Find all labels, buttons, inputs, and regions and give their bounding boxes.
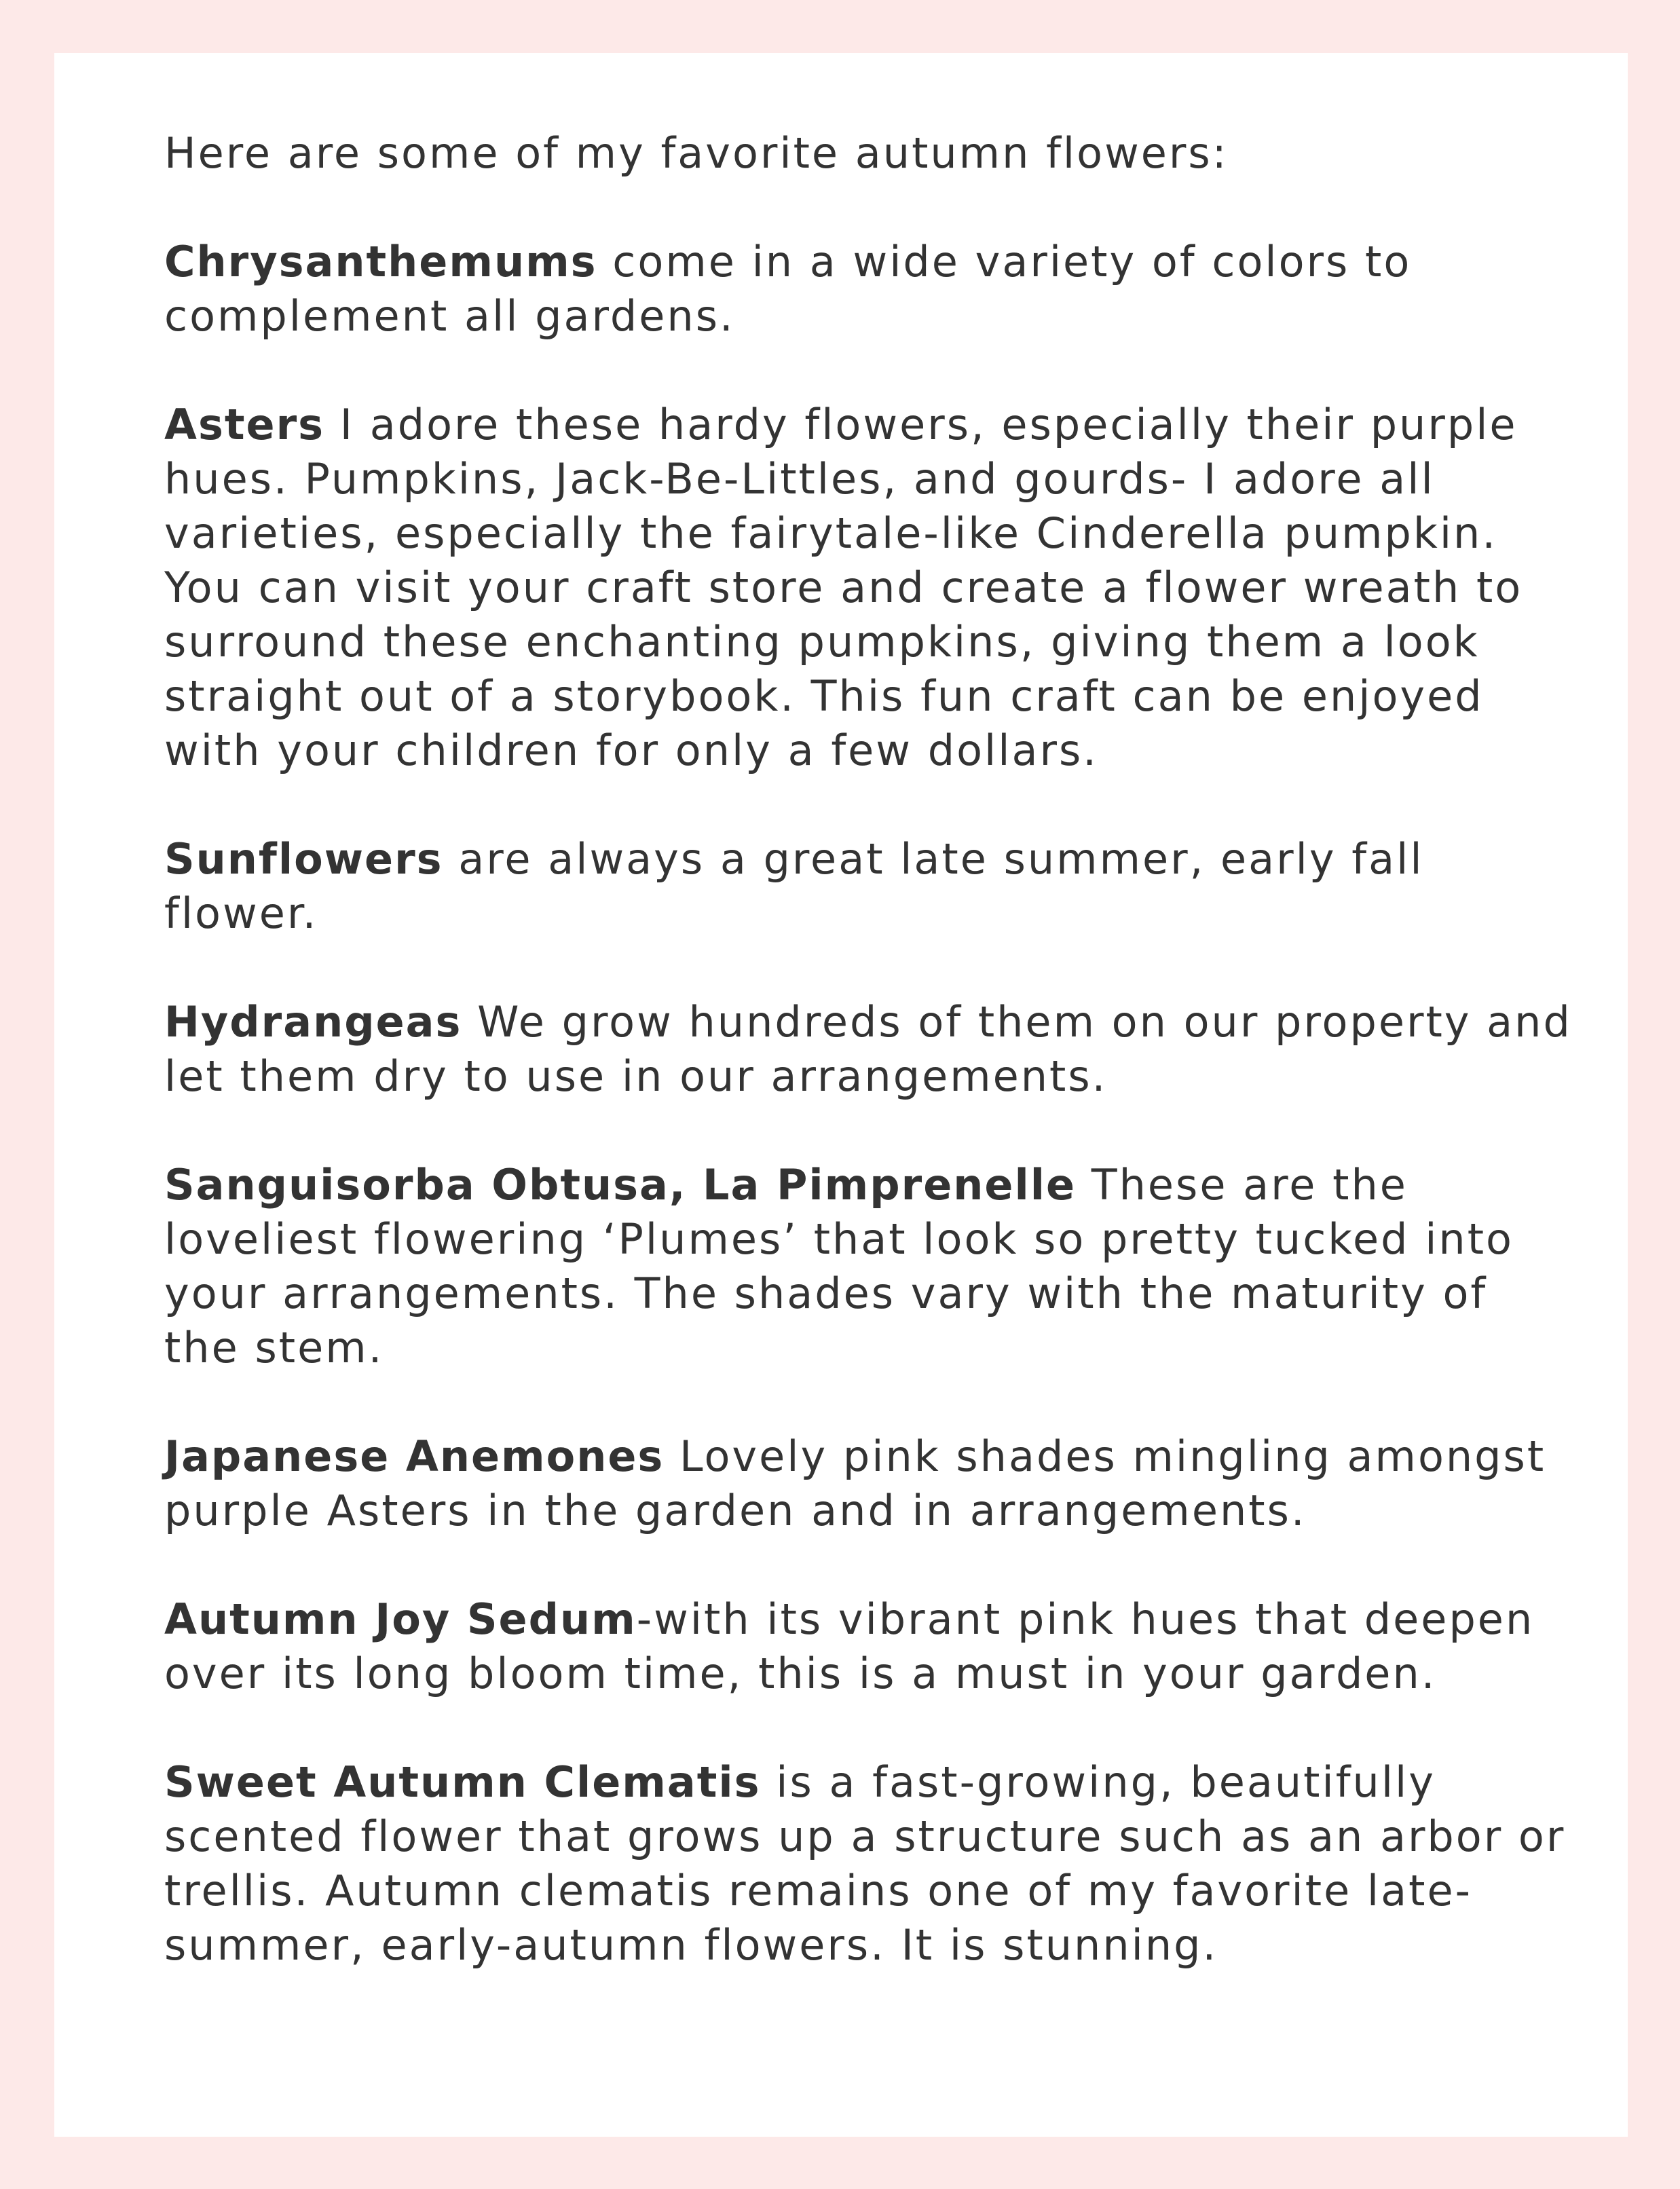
flower-entry-sanguisorba [164,1158,1576,1375]
flower-description: -with its vibrant pink hues that deepen over its long bloom time, this is a must in your garden. [164,1594,1535,1698]
flower-name: Japanese Anemones [164,1432,665,1481]
flower-entry-hydrangeas [164,995,1576,1104]
document-card [54,53,1628,2137]
flower-description: are always a great late summer, early fall flower. [164,834,1424,938]
flower-description: We grow hundreds of them on our property and let them dry to use in our arrangements. [164,997,1572,1101]
flower-description: come in a wide variety of colors to complement all gardens. [164,237,1412,341]
flower-entry-autumn-joy-sedum [164,1592,1576,1701]
flower-description: I adore these hardy flowers, especially their purple hues. Pumpkins, Jack-Be-Littles, and gourds- I adore all varieties, especially the fairytale-like Cinderella pumpkin. You can visit your craft store and create a flower wreath to surround these enchanting pumpkins, giving them a look straight out of a storybook. This fun craft can be enjoyed with your children for only a few dollars. [164,400,1523,775]
flower-entry-asters [164,398,1576,778]
flower-entry-sweet-autumn-clematis [164,1755,1576,1972]
flower-name: Sunflowers [164,834,443,884]
flower-description: Lovely pink shades mingling amongst purple Asters in the garden and in arrangements. [164,1432,1546,1535]
intro-text: Here are some of my favorite autumn flowers: [164,128,1229,178]
flower-entry-sunflowers [164,832,1576,941]
flower-description: is a fast-growing, beautifully scented flower that grows up a structure such as an arbor or trellis. Autumn clematis remains one of my favorite late-summer, early-autumn flowers. It is stunning. [164,1757,1566,1970]
flower-entry-chrysanthemums [164,235,1576,343]
flower-description: These are the loveliest flowering ‘Plumes’ that look so pretty tucked into your arrangements. The shades vary with the maturity of the stem. [164,1160,1514,1372]
flower-name: Sanguisorba Obtusa, La Pimprenelle [164,1160,1076,1210]
flower-entry-japanese-anemones [164,1429,1576,1538]
flower-name: Chrysanthemums [164,237,597,286]
flower-name: Autumn Joy Sedum [164,1594,637,1644]
flower-name: Hydrangeas [164,997,462,1047]
flower-name: Asters [164,400,325,449]
flower-name: Sweet Autumn Clematis [164,1757,761,1807]
document-body [164,126,1576,1972]
